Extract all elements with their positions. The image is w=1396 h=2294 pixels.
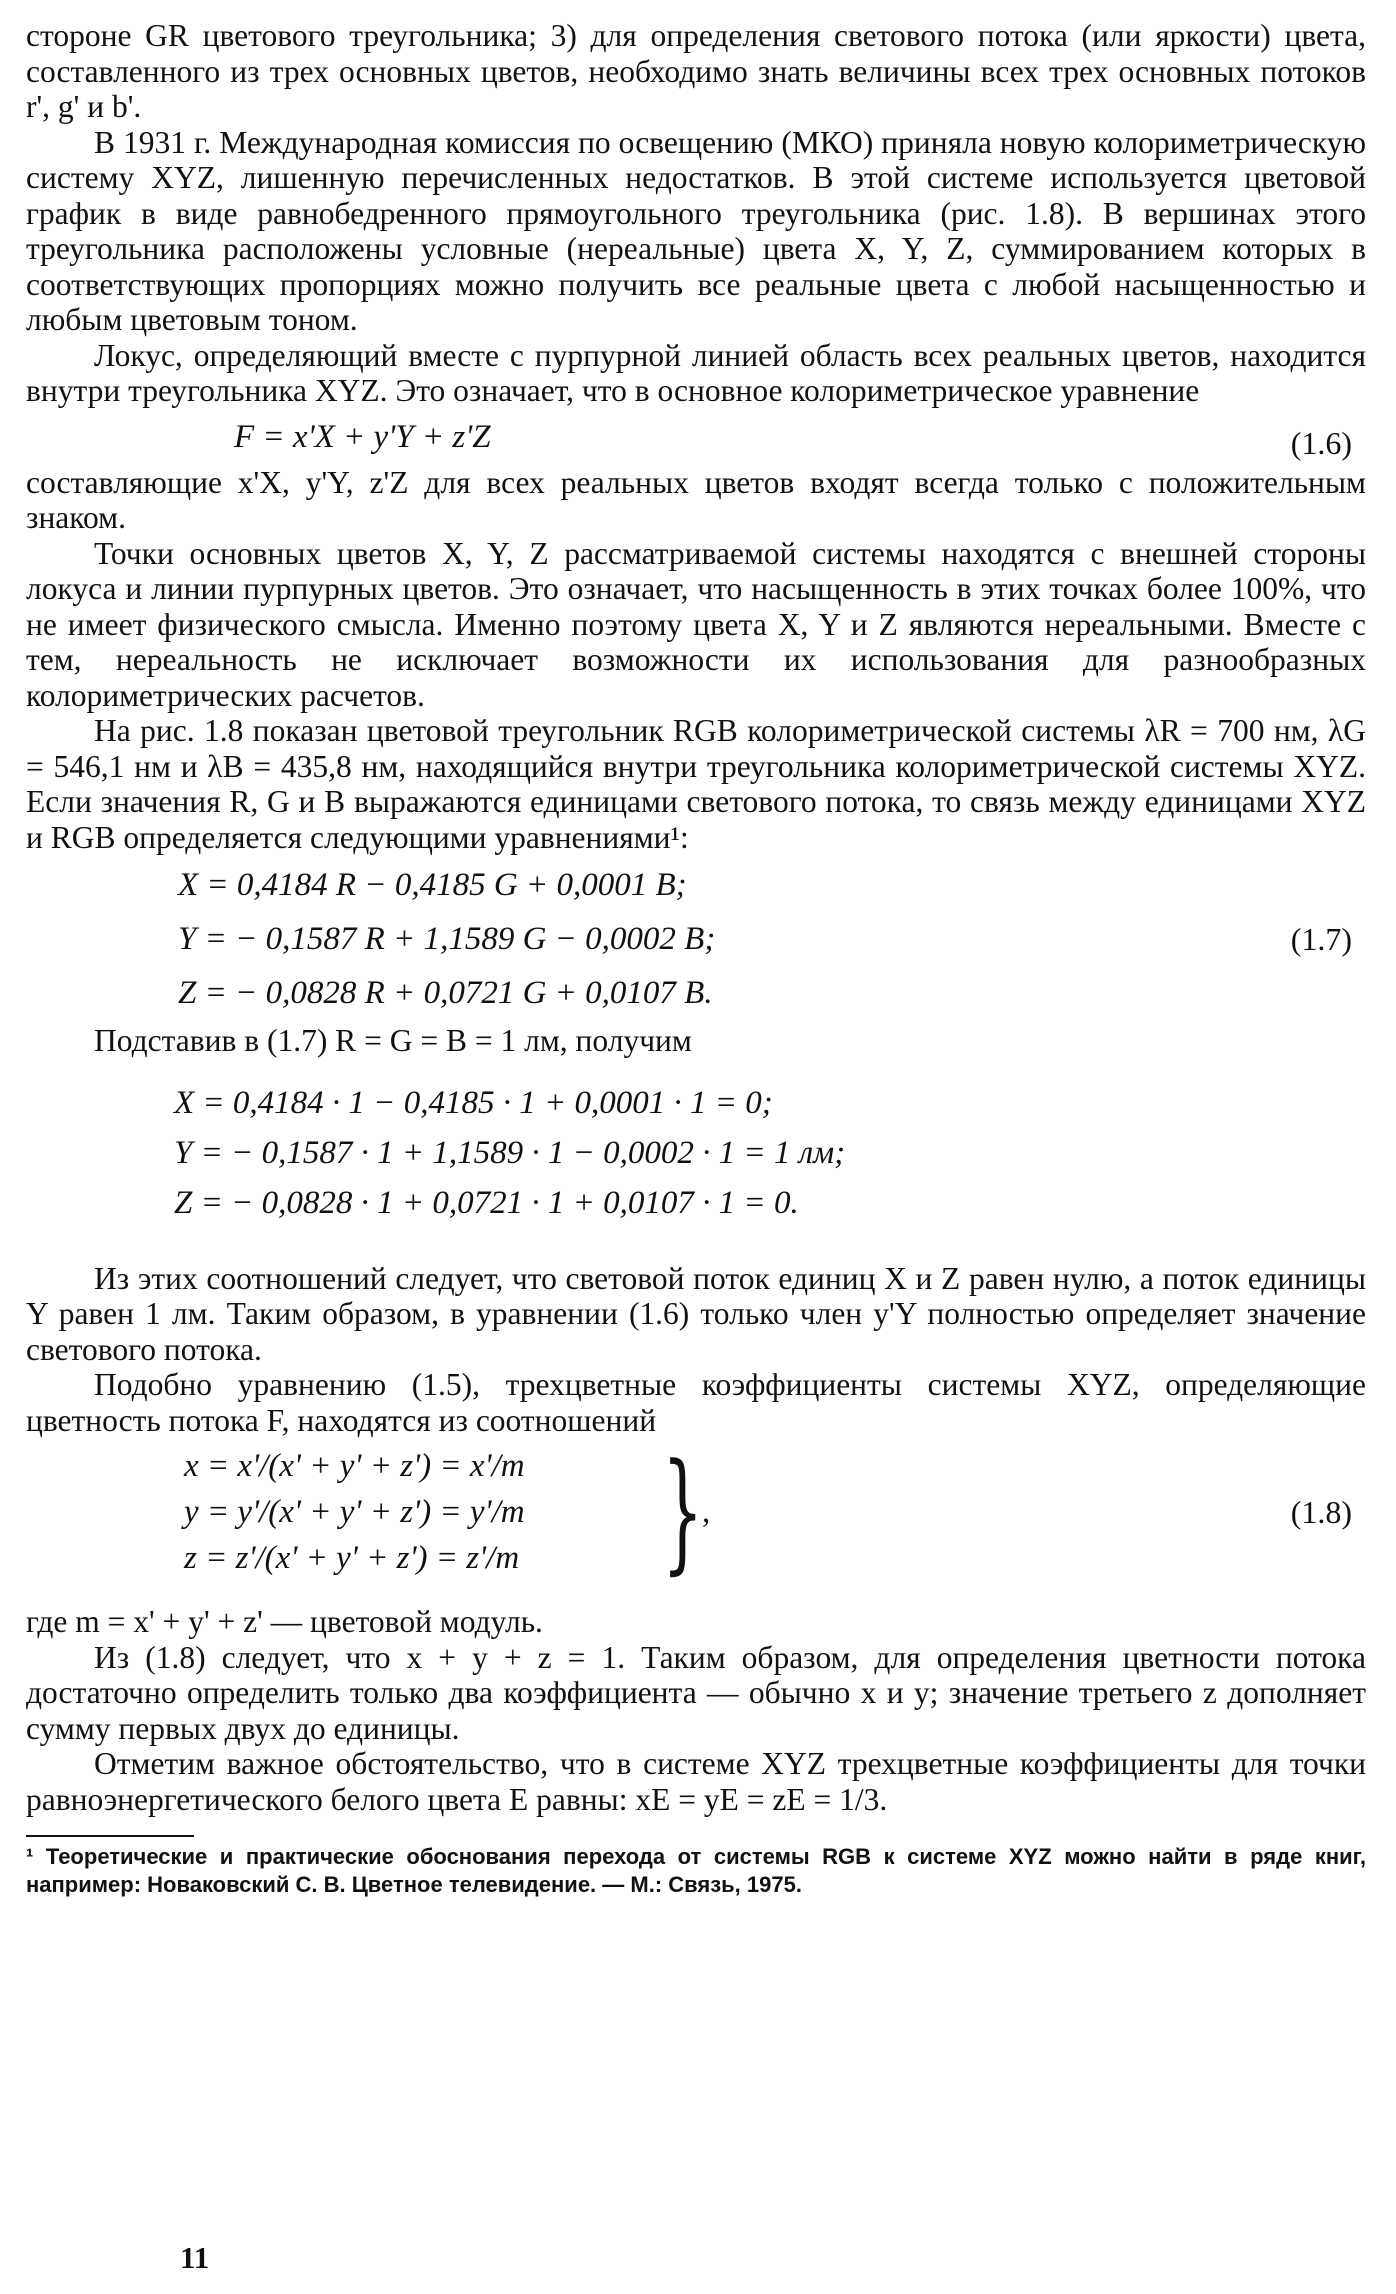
equation-line: Y = − 0,1587 R + 1,1589 G − 0,0002 B; bbox=[178, 921, 716, 957]
paragraph: Подобно уравнению (1.5), трехцветные коэффициенты системы XYZ, определяющие цветность потока F, находятся из соотношений bbox=[26, 1367, 1366, 1438]
equation-line: Z = − 0,0828 R + 0,0721 G + 0,0107 B. bbox=[178, 975, 713, 1011]
equation-line: Y = − 0,1587 · 1 + 1,1589 · 1 − 0,0002 · 1 = 1 лм; bbox=[174, 1134, 846, 1171]
equation-expression: F = x'X + y'Y + z'Z bbox=[234, 418, 491, 455]
equation-1-7 bbox=[26, 863, 1366, 1021]
equation-line: z = z'/(x' + y' + z') = z'/m bbox=[184, 1540, 520, 1576]
equation-line: X = 0,4184 R − 0,4185 G + 0,0001 B; bbox=[178, 867, 687, 903]
paragraph: составляющие x'X, y'Y, z'Z для всех реальных цветов входят всегда только с положительным знаком. bbox=[26, 464, 1366, 535]
equation-line: x = x'/(x' + y' + z') = x'/m bbox=[184, 1448, 525, 1484]
paragraph: Локус, определяющий вместе с пурпурной линией область всех реальных цветов, находится внутри треугольника XYZ. Это означает, что в основное колориметрическое уравнение bbox=[26, 337, 1366, 408]
equation-line: X = 0,4184 · 1 − 0,4185 · 1 + 0,0001 · 1 = 0; bbox=[174, 1084, 773, 1121]
paragraph: Отметим важное обстоятельство, что в системе XYZ трехцветные коэффициенты для точки равноэнергетического белого цвета E равны: xE = yE = zE = 1/3. bbox=[26, 1746, 1366, 1817]
paragraph: Из этих соотношений следует, что световой поток единиц X и Z равен нулю, а поток единицы Y равен 1 лм. Таким образом, в уравнении (1.6) только член y'Y полностью определяет значение светового потока. bbox=[26, 1260, 1366, 1367]
right-brace-icon: } bbox=[662, 1435, 704, 1587]
equation-1-8 bbox=[26, 1435, 1366, 1594]
equation-number: (1.7) bbox=[1290, 921, 1352, 957]
footnote: ¹ Теоретические и практические обоснования перехода от системы RGB к системе XYZ можно найти в ряде книг, например: Новаковский С. В. Цветное телевидение. — М.: Связь, 1975. bbox=[26, 1844, 1366, 1897]
paragraph: Подставив в (1.7) R = G = B = 1 лм, получим bbox=[94, 1023, 692, 1058]
footnote-divider bbox=[26, 1835, 194, 1837]
paragraph: Точки основных цветов X, Y, Z рассматриваемой системы находятся с внешней стороны локуса и линии пурпурных цветов. Это означает, что насыщенность в этих точках более 100%, что не имеет физического смысла. Именно поэтому цвета X, Y и Z являются нереальными. Вместе с тем, нереальность не исключает возможности их использования для разнообразных колориметрических расчетов. bbox=[26, 535, 1366, 713]
paragraph: В 1931 г. Международная комиссия по освещению (МКО) приняла новую колориметрическую систему XYZ, лишенную перечисленных недостатков. В этой системе используется цветовой график в виде равнобедренного прямоугольного треугольника (рис. 1.8). В вершинах этого треугольника расположены условные (нереальные) цвета X, Y, Z, суммированием которых в соответствующих пропорциях можно получить все реальные цвета с любой насыщенностью и любым цветовым тоном. bbox=[26, 124, 1366, 337]
paragraph: На рис. 1.8 показан цветовой треугольник RGB колориметрической системы λR = 700 нм, λG = 546,1 нм и λB = 435,8 нм, находящийся внутри треугольника колориметрической системы XYZ. Если значения R, G и B выражаются единицами светового потока, то связь между единицами XYZ и RGB определяется следующими уравнениями¹: bbox=[26, 713, 1366, 855]
equation-line: Z = − 0,0828 · 1 + 0,0721 · 1 + 0,0107 · 1 = 0. bbox=[174, 1184, 799, 1221]
equation-1-6 bbox=[26, 419, 1366, 465]
equation-number: (1.8) bbox=[1290, 1494, 1352, 1530]
equation-line: y = y'/(x' + y' + z') = y'/m bbox=[184, 1494, 525, 1530]
paragraph: где m = x' + y' + z' — цветовой модуль. bbox=[26, 1604, 543, 1639]
equation-number: (1.6) bbox=[1290, 424, 1352, 461]
paragraph: стороне GR цветового треугольника; 3) для определения светового потока (или яркости) цвета, составленного из трех основных цветов, необходимо знать величины всех трех основных потоков r', g' и b'. bbox=[26, 18, 1366, 124]
page-number: 11 bbox=[180, 2240, 210, 2275]
page-content bbox=[26, 18, 1366, 1899]
equation-comma: , bbox=[702, 1494, 711, 1530]
substitution-equations bbox=[26, 1081, 1366, 1237]
paragraph: Из (1.8) следует, что x + y + z = 1. Таким образом, для определения цветности потока достаточно определить только два коэффициента — обычно x и y; значение третьего z дополняет сумму первых двух до единицы. bbox=[26, 1639, 1366, 1746]
